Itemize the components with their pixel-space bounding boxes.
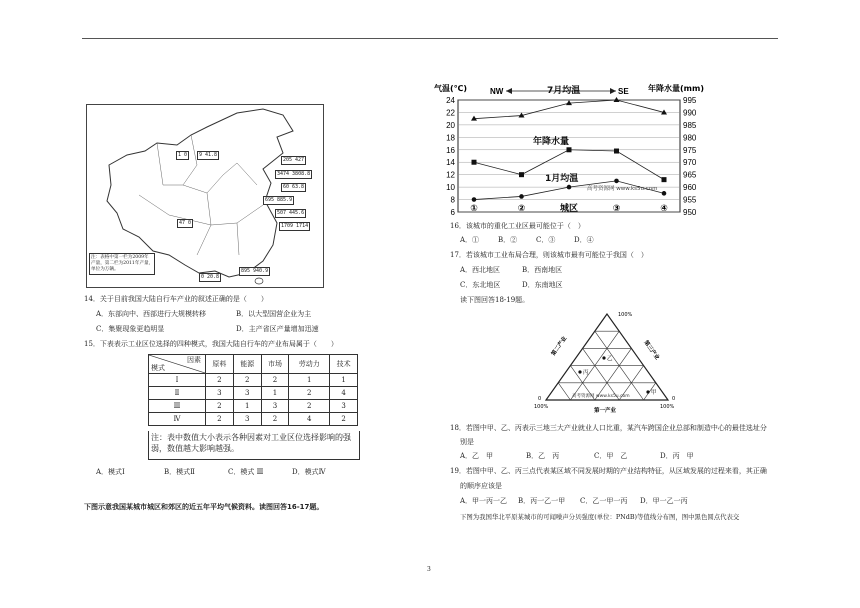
q16-option-c[interactable]: C．③ <box>536 236 556 244</box>
triangle-point-label: 乙 <box>607 356 613 362</box>
table-row: Ⅰ 2 2 2 1 1 <box>149 374 358 387</box>
q14-option-c[interactable]: C．集聚现象更趋明显 <box>96 325 165 333</box>
direction-arrow-right <box>610 88 616 94</box>
axis-label-tertiary: 第三产业 <box>642 339 660 362</box>
y-left-tick-label: 12 <box>446 170 455 180</box>
table-header-cell: 技术 <box>330 355 358 374</box>
y-left-tick-label: 8 <box>450 195 455 205</box>
q16-option-a[interactable]: A．① <box>460 236 480 244</box>
triangle-bottom-left: 100% <box>534 404 549 410</box>
q15-option-b[interactable]: B．模式Ⅱ <box>164 468 195 476</box>
q15-option-a[interactable]: A．模式Ⅰ <box>96 468 125 476</box>
triangle-bottom-right: 100% <box>660 404 675 410</box>
question-17-stem: 17．若该城市工业布局合理，则该城市最有可能位于我国（ ） <box>450 251 648 259</box>
map-data-box: 1709 1714 <box>281 223 309 229</box>
question-18-stem-cont: 别是 <box>460 438 474 446</box>
q17-option-b[interactable]: B．西南地区 <box>522 266 563 274</box>
data-point-circle <box>614 179 619 184</box>
y-left-tick-label: 20 <box>446 120 455 130</box>
triangle-point <box>578 370 581 373</box>
triangle-corner-left: 0 <box>538 396 542 402</box>
q15-option-d[interactable]: D．模式Ⅳ <box>292 468 326 476</box>
q16-17-intro: 下图示意我国某城市城区和郊区的近五年平均气候资料。读图回答16-17题。 <box>84 503 324 511</box>
map-data-box: 507 445.6 <box>277 210 305 216</box>
y-right-tick-label: 980 <box>683 133 697 143</box>
axis-label-secondary: 第二产业 <box>550 335 569 358</box>
data-point-square <box>472 160 477 165</box>
direction-nw-label: NW <box>490 87 504 96</box>
triangle-point <box>646 390 649 393</box>
y-left-tick-label: 24 <box>446 96 455 105</box>
q19-option-c[interactable]: C．乙一甲一丙 <box>580 497 628 505</box>
data-point-square <box>519 172 524 177</box>
q19-option-b[interactable]: B．丙一乙一甲 <box>518 497 566 505</box>
q17-option-d[interactable]: D．东南地区 <box>522 281 563 289</box>
y-left-tick-label: 14 <box>446 158 455 168</box>
map-data-box: 9 41.8 <box>199 152 218 158</box>
x-category-label: ④ <box>660 204 668 214</box>
question-19-stem-cont: 的顺序应该是 <box>460 482 502 490</box>
x-category-label: ③ <box>612 204 621 214</box>
table-row: Ⅲ 2 1 3 2 3 <box>149 400 358 413</box>
question-16-stem: 16．该城市的重化工业区最可能位于（ ） <box>450 222 585 230</box>
y-right-tick-label: 985 <box>683 120 697 130</box>
axis-label-primary: 第一产业 <box>594 408 617 414</box>
map-data-box: 0 20.8 <box>201 274 220 280</box>
x-category-label: 城区 <box>559 204 579 214</box>
china-map-figure <box>86 104 324 288</box>
industry-triangle-diagram <box>532 308 682 414</box>
map-data-box: 1 0 <box>178 152 188 158</box>
y-right-tick-label: 975 <box>683 145 697 155</box>
y-right-tick-label: 970 <box>683 158 697 168</box>
q20-intro: 下图为我国华北平原某城市的可闻噪声分贝强度(单位：PNdB)等值线分布图，图中黑色圆点代表交 <box>460 513 740 521</box>
map-note: 注：表格中第一栏为2009年 产量，第二栏为2011年产量， 单位为万辆。 <box>89 253 155 275</box>
q18-19-intro: 读下图回答18-19题。 <box>460 296 530 304</box>
q14-option-a[interactable]: A．东部向中、西部进行大规模转移 <box>96 310 207 318</box>
table-row: Ⅳ 2 3 2 4 2 <box>149 413 358 426</box>
x-category-label: ② <box>517 204 526 214</box>
data-point-square <box>662 177 667 182</box>
q18-option-b[interactable]: B．乙 丙 <box>526 452 560 460</box>
table-diagonal-header: 因素 模式 <box>149 355 206 374</box>
data-point-square <box>614 149 619 154</box>
triangle-point-label: 甲 <box>651 390 657 396</box>
question-18-stem: 18．若图中甲、乙、丙表示三地三大产业就业人口比重，某汽车跨国企业总部和制造中心的最佳选址分 <box>450 424 767 432</box>
triangle-gridline <box>558 383 570 400</box>
climate-line-chart <box>434 82 704 218</box>
triangle-corner-right: 0 <box>672 396 676 402</box>
y-left-tick-label: 16 <box>446 145 455 155</box>
chart-frame <box>458 100 680 212</box>
map-data-box: 3474 3808.8 <box>277 171 311 177</box>
y-left-tick-label: 18 <box>446 133 455 143</box>
q18-option-a[interactable]: A．乙 甲 <box>460 452 494 460</box>
chart-watermark: 高考资源网 www.ks5u.com <box>587 186 658 192</box>
q19-option-a[interactable]: A．甲一丙一乙 <box>460 497 508 505</box>
question-15-stem: 15．下表表示工业区位选择的四种模式，我国大陆自行车的产业布局属于（ ） <box>84 340 338 348</box>
q16-option-b[interactable]: B．② <box>498 236 518 244</box>
series-label: 年降水量 <box>533 136 570 147</box>
page-number: 3 <box>427 566 431 573</box>
data-point-circle <box>662 191 667 196</box>
q18-option-c[interactable]: C．甲 乙 <box>594 452 628 460</box>
q17-option-c[interactable]: C．东北地区 <box>460 281 501 289</box>
q16-option-d[interactable]: D．④ <box>574 236 594 244</box>
data-point-circle <box>567 185 572 190</box>
data-point-circle <box>472 197 477 202</box>
y-left-tick-label: 10 <box>446 183 455 193</box>
y-right-tick-label: 990 <box>683 108 697 118</box>
direction-se-label: SE <box>618 87 629 96</box>
map-data-box: 695 885.9 <box>265 197 293 203</box>
y-right-tick-label: 965 <box>683 170 697 180</box>
q15-option-c[interactable]: C．模式 Ⅲ <box>228 468 264 476</box>
triangle-watermark: 高考资源网 www.ks5u.com <box>572 394 630 399</box>
triangle-point <box>602 356 605 359</box>
location-factor-table <box>148 354 358 426</box>
y-right-tick-label: 995 <box>683 96 697 105</box>
series-label: 1月均温 <box>545 174 579 185</box>
y-left-axis-label: 气温(℃) <box>434 84 467 93</box>
q18-option-d[interactable]: D．丙 甲 <box>660 452 694 460</box>
data-point-square <box>567 147 572 152</box>
y-right-axis-label: 年降水量(mm) <box>648 84 704 93</box>
direction-arrow-left <box>506 88 512 94</box>
y-left-tick-label: 22 <box>446 108 455 118</box>
data-point-circle <box>519 194 524 199</box>
x-category-label: ① <box>470 204 478 214</box>
question-14-stem: 14．关于目前我国大陆自行车产业的叙述正确的是（ ） <box>84 295 268 303</box>
series-label: 7月均温 <box>547 86 581 97</box>
table-header-cell: 劳动力 <box>289 355 330 374</box>
q14-option-b[interactable]: B．以大型国营企业为主 <box>236 310 312 318</box>
question-19-stem: 19．若图中甲、乙、丙三点代表某区域不同发展时期的产业结构特征，从区域发展的过程来看，其正确 <box>450 467 767 475</box>
y-right-tick-label: 950 <box>683 208 697 217</box>
triangle-point-label: 丙 <box>583 370 589 376</box>
triangle-gridline <box>595 348 632 400</box>
header-rule <box>82 38 778 39</box>
table-header-cell: 原料 <box>206 355 234 374</box>
q19-option-d[interactable]: D．甲一乙一丙 <box>640 497 688 505</box>
table-header-cell: 能源 <box>233 355 261 374</box>
y-right-tick-label: 955 <box>683 195 697 205</box>
q14-option-d[interactable]: D．主产省区产量增加迅速 <box>236 325 319 333</box>
table-note: 注：表中数值大小表示各种因素对工业区位选择影响的强弱，数值越大影响越强。 <box>148 431 360 460</box>
triangle-top-label: 100% <box>618 312 633 318</box>
y-left-tick-label: 6 <box>450 208 455 217</box>
map-data-box: 895 940.9 <box>241 268 269 274</box>
table-row: Ⅱ 3 3 1 2 4 <box>149 387 358 400</box>
map-data-box: 205 427 <box>283 157 305 163</box>
map-data-box: 47 0 <box>179 220 192 226</box>
table-header-cell: 市场 <box>261 355 289 374</box>
q17-option-a[interactable]: A．西北地区 <box>460 266 501 274</box>
y-right-tick-label: 960 <box>683 183 697 193</box>
map-data-box: 60 63.8 <box>283 184 305 190</box>
